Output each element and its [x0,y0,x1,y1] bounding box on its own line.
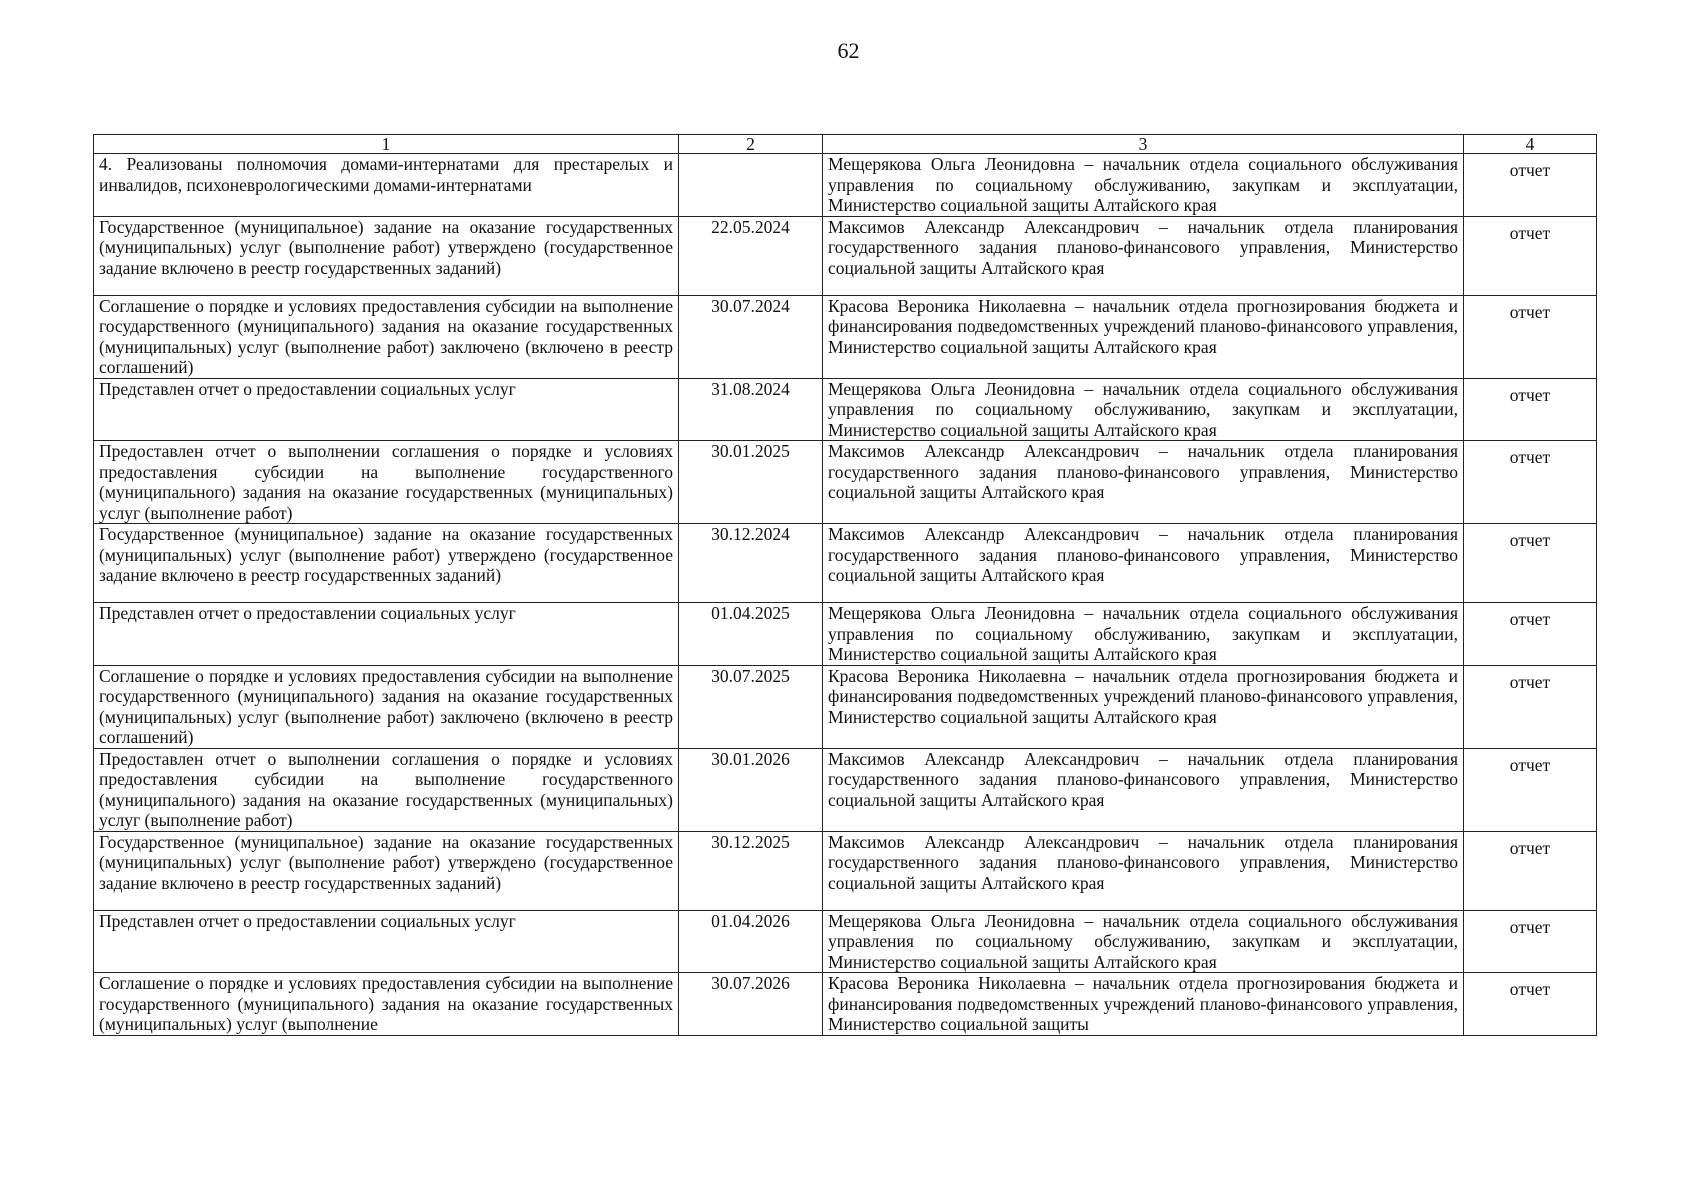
result-cell: отчет [1464,831,1597,910]
table-row [94,154,1597,217]
result-cell: отчет [1464,295,1597,378]
responsible-cell: Мещерякова Ольга Леонидовна – начальник отдела социального обслуживания управления по социальному обслуживанию, закупкам и эксплуатации, Министерство социальной защиты Алтайского края [823,378,1464,441]
column-header-4: 4 [1464,135,1597,154]
responsible-cell: Красова Вероника Николаевна – начальник отдела прогнозирования бюджета и финансирования подведомственных учреждений планово-финансового управления, Министерство социальной защиты Алтайского края [823,295,1464,378]
table-row [94,295,1597,378]
table-row [94,910,1597,973]
event-cell: Представлен отчет о предоставлении социальных услуг [94,378,679,441]
responsible-cell: Максимов Александр Александрович – начальник отдела планирования государственного задания планово-финансового управления, Министерство социальной защиты Алтайского края [823,524,1464,603]
event-cell: Предоставлен отчет о выполнении соглашения о порядке и условиях предоставления субсидии на выполнение государственного (муниципального) задания на оказание государственных (муниципальных) услуг (выполнение работ) [94,748,679,831]
event-cell: 4. Реализованы полномочия домами-интернатами для престарелых и инвалидов, психоневрологическими домами-интернатами [94,154,679,217]
date-cell: 30.07.2025 [679,665,823,748]
responsible-cell: Красова Вероника Николаевна – начальник отдела прогнозирования бюджета и финансирования подведомственных учреждений планово-финансового управления, Министерство социальной защиты Алтайского края [823,665,1464,748]
table-row [94,603,1597,666]
event-cell: Предоставлен отчет о выполнении соглашения о порядке и условиях предоставления субсидии на выполнение государственного (муниципального) задания на оказание государственных (муниципальных) услуг (выполнение работ) [94,441,679,524]
result-cell: отчет [1464,603,1597,666]
result-cell: отчет [1464,973,1597,1036]
column-header-3: 3 [823,135,1464,154]
responsible-cell: Максимов Александр Александрович – начальник отдела планирования государственного задания планово-финансового управления, Министерство социальной защиты Алтайского края [823,748,1464,831]
result-cell: отчет [1464,378,1597,441]
event-cell: Соглашение о порядке и условиях предоставления субсидии на выполнение государственного (муниципального) задания на оказание государственных (муниципальных) услуг (выполнение [94,973,679,1036]
date-cell: 01.04.2026 [679,910,823,973]
date-cell: 30.07.2026 [679,973,823,1036]
result-cell: отчет [1464,748,1597,831]
result-cell: отчет [1464,216,1597,295]
table-row [94,973,1597,1036]
date-cell: 31.08.2024 [679,378,823,441]
date-cell [679,154,823,217]
responsible-cell: Красова Вероника Николаевна – начальник отдела прогнозирования бюджета и финансирования подведомственных учреждений планово-финансового управления, Министерство социальной защиты [823,973,1464,1036]
date-cell: 30.12.2024 [679,524,823,603]
result-cell: отчет [1464,910,1597,973]
event-cell: Соглашение о порядке и условиях предоставления субсидии на выполнение государственного (муниципального) задания на оказание государственных (муниципальных) услуг (выполнение работ) заключено (включено в реестр соглашений) [94,295,679,378]
column-header-1: 1 [94,135,679,154]
event-cell: Государственное (муниципальное) задание на оказание государственных (муниципальных) услуг (выполнение работ) утверждено (государственное задание включено в реестр государственных заданий) [94,831,679,910]
event-cell: Государственное (муниципальное) задание на оказание государственных (муниципальных) услуг (выполнение работ) утверждено (государственное задание включено в реестр государственных заданий) [94,524,679,603]
date-cell: 22.05.2024 [679,216,823,295]
event-cell: Соглашение о порядке и условиях предоставления субсидии на выполнение государственного (муниципального) задания на оказание государственных (муниципальных) услуг (выполнение работ) заключено (включено в реестр соглашений) [94,665,679,748]
table-row [94,748,1597,831]
responsible-cell: Мещерякова Ольга Леонидовна – начальник отдела социального обслуживания управления по социальному обслуживанию, закупкам и эксплуатации, Министерство социальной защиты Алтайского края [823,154,1464,217]
responsible-cell: Максимов Александр Александрович – начальник отдела планирования государственного задания планово-финансового управления, Министерство социальной защиты Алтайского края [823,441,1464,524]
page-number: 62 [837,38,860,63]
table-row [94,665,1597,748]
date-cell: 30.01.2026 [679,748,823,831]
column-header-2: 2 [679,135,823,154]
table-row [94,524,1597,603]
table-row [94,378,1597,441]
table-row [94,831,1597,910]
responsible-cell: Мещерякова Ольга Леонидовна – начальник отдела социального обслуживания управления по социальному обслуживанию, закупкам и эксплуатации, Министерство социальной защиты Алтайского края [823,910,1464,973]
plan-table [93,134,1597,1036]
event-cell: Представлен отчет о предоставлении социальных услуг [94,603,679,666]
responsible-cell: Максимов Александр Александрович – начальник отдела планирования государственного задания планово-финансового управления, Министерство социальной защиты Алтайского края [823,831,1464,910]
event-cell: Представлен отчет о предоставлении социальных услуг [94,910,679,973]
date-cell: 01.04.2025 [679,603,823,666]
table-row [94,216,1597,295]
result-cell: отчет [1464,665,1597,748]
event-cell: Государственное (муниципальное) задание на оказание государственных (муниципальных) услуг (выполнение работ) утверждено (государственное задание включено в реестр государственных заданий) [94,216,679,295]
table-header-row [94,135,1597,154]
responsible-cell: Максимов Александр Александрович – начальник отдела планирования государственного задания планово-финансового управления, Министерство социальной защиты Алтайского края [823,216,1464,295]
result-cell: отчет [1464,441,1597,524]
date-cell: 30.12.2025 [679,831,823,910]
date-cell: 30.07.2024 [679,295,823,378]
result-cell: отчет [1464,524,1597,603]
result-cell: отчет [1464,154,1597,217]
responsible-cell: Мещерякова Ольга Леонидовна – начальник отдела социального обслуживания управления по социальному обслуживанию, закупкам и эксплуатации, Министерство социальной защиты Алтайского края [823,603,1464,666]
table-row [94,441,1597,524]
date-cell: 30.01.2025 [679,441,823,524]
